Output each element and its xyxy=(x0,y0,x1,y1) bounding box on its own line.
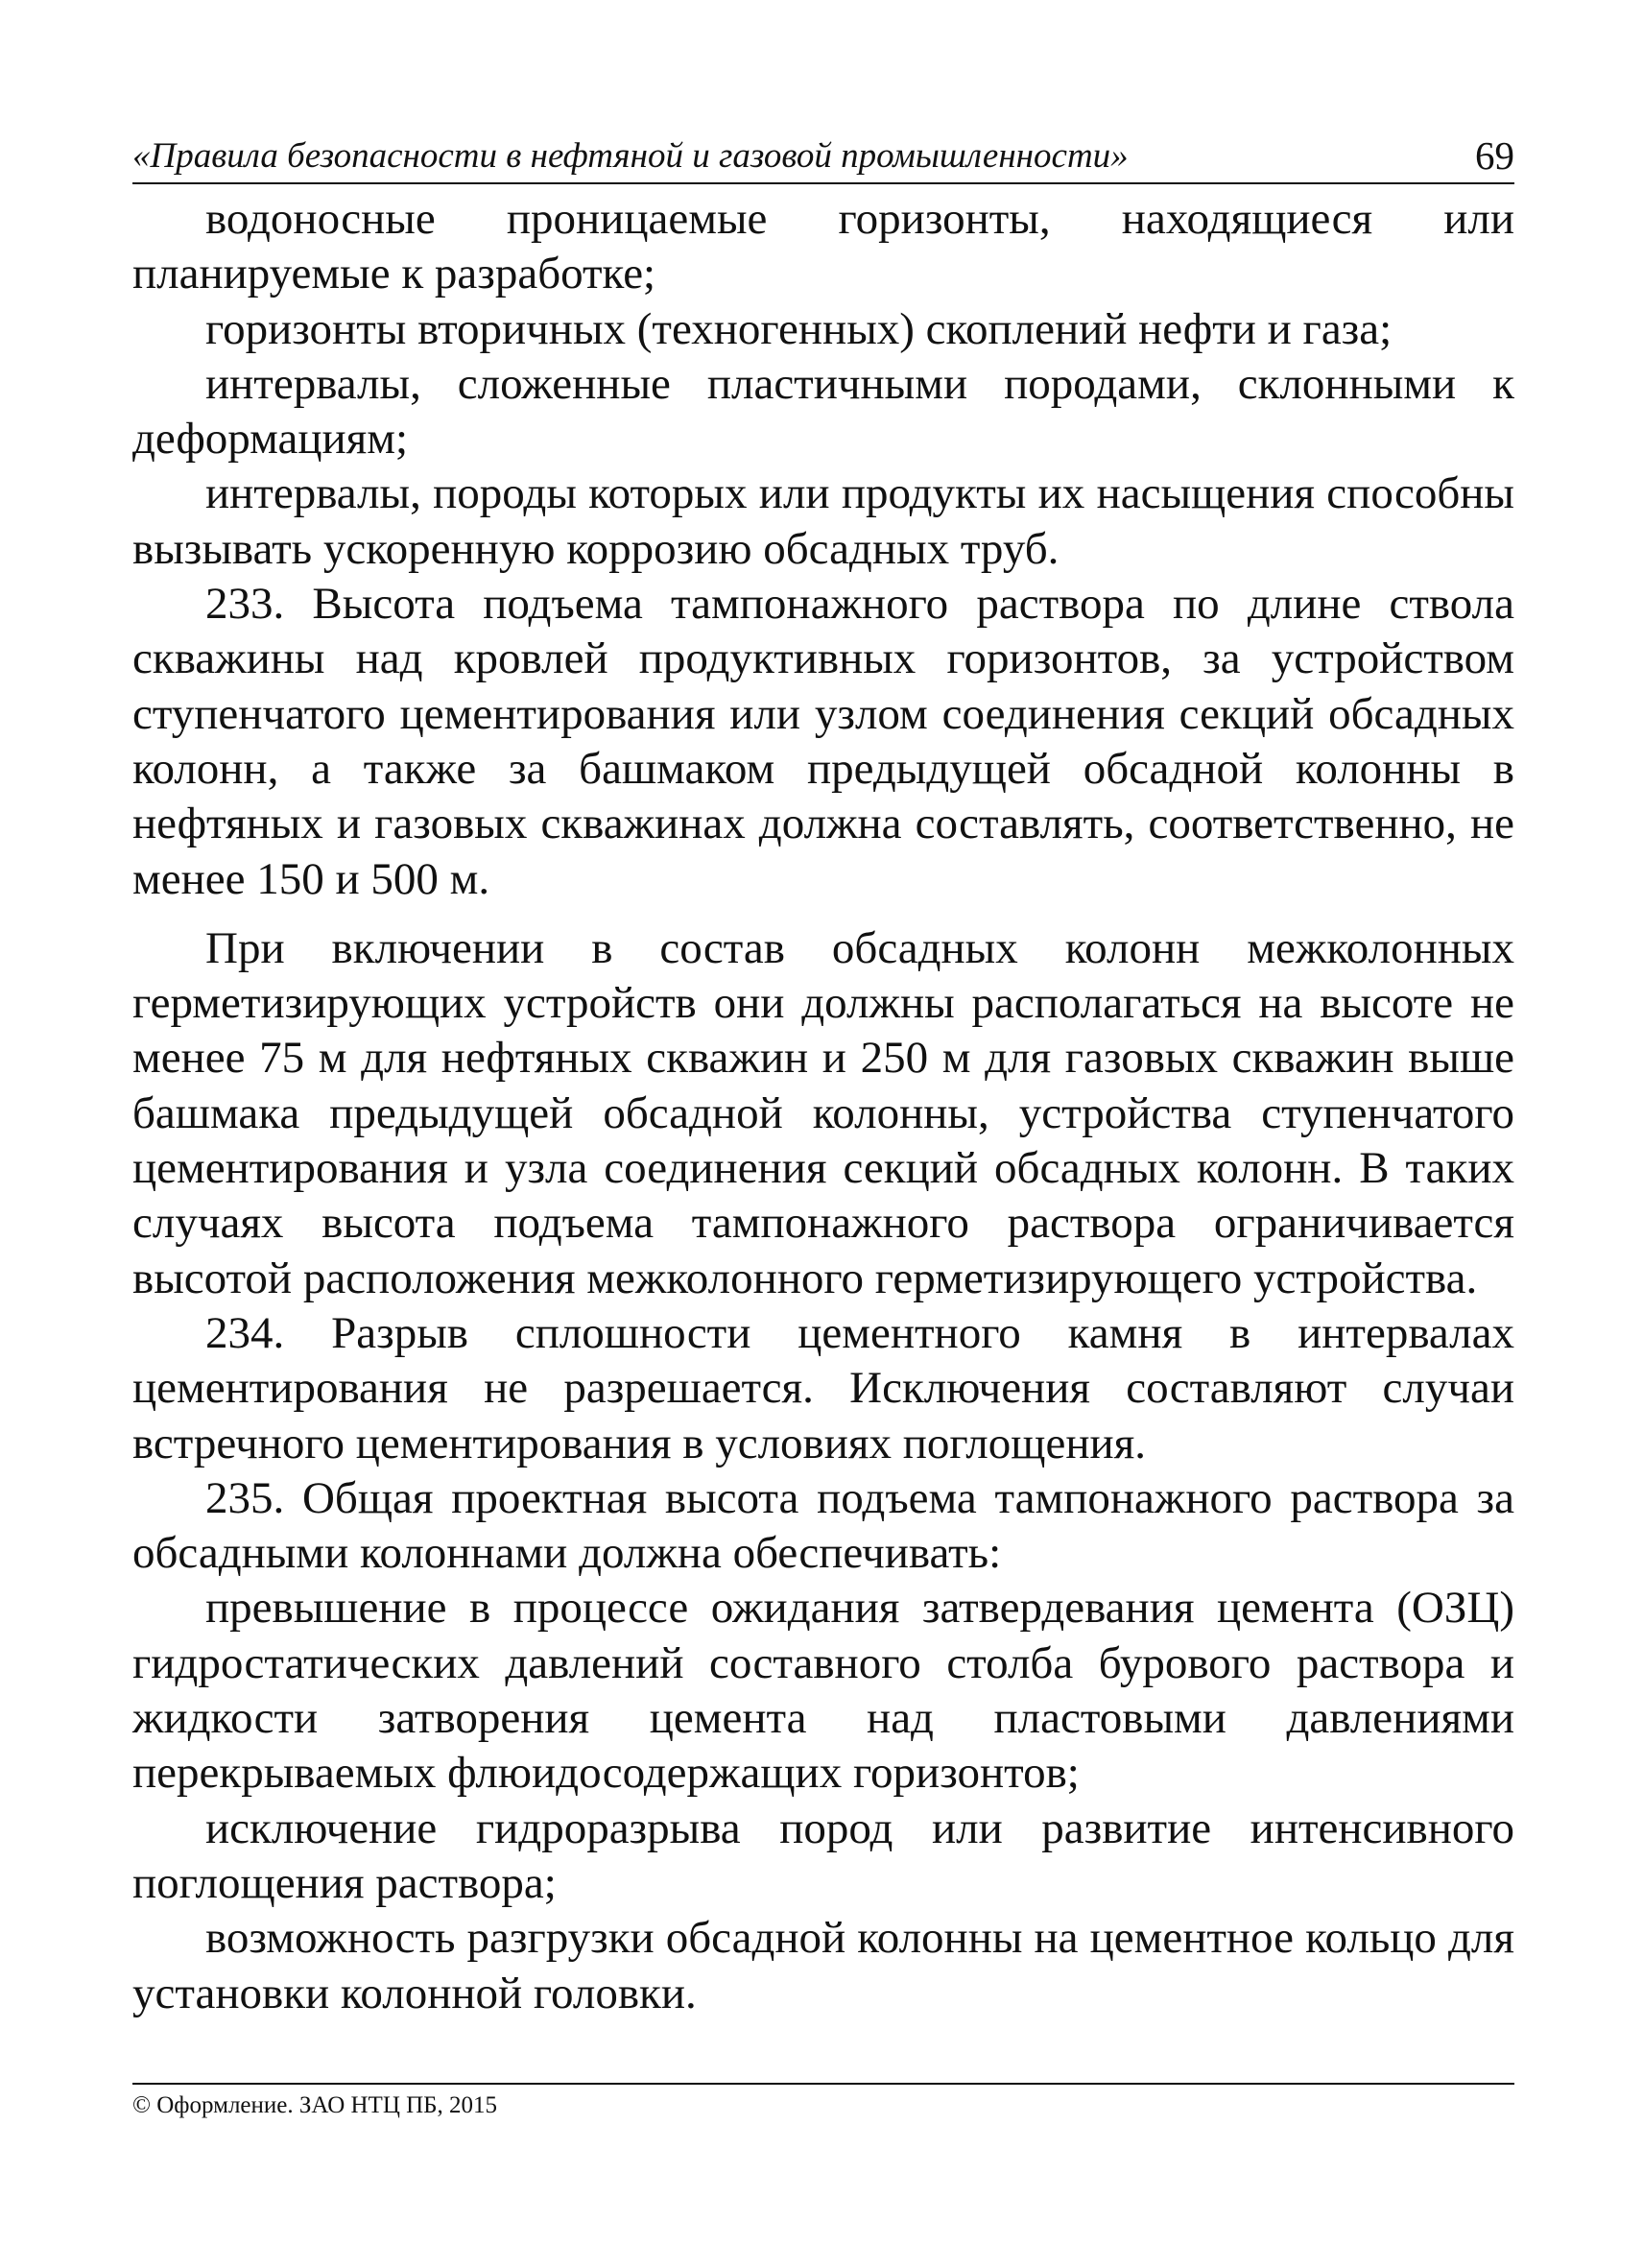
paragraph-item-234: 234. Разрыв сплошности цементного камня в интервалах цементирования не разрешается. Исключения составляют случаи встречного цементирования в условиях поглощения. xyxy=(132,1307,1514,1468)
running-header xyxy=(132,115,1514,184)
copyright-notice: © Оформление. ЗАО НТЦ ПБ, 2015 xyxy=(132,2092,498,2118)
paragraph-plastic-rocks: интервалы, сложенные пластичными породами, склонными к деформациям; xyxy=(132,358,1514,465)
page-footer xyxy=(132,2083,1514,2119)
paragraph-sealing-devices: При включении в состав обсадных колонн межколонных герметизирующих устройств они должны располагаться на высоте не менее 75 м для нефтяных скважин и 250 м для газовых скважин выше башмака предыдущей обсадной колонны, устройства ступенчатого цементирования и узла соединения секций обсадных колонн. В таких случаях высота подъема тампонажного раствора ограничивается высотой расположения межколонного герметизирующего устройства. xyxy=(132,922,1514,1303)
paragraph-casing-unloading: возможность разгрузки обсадной колонны на цементное кольцо для установки колонной головки. xyxy=(132,1913,1514,2018)
document-page xyxy=(132,115,1514,2169)
paragraph-item-233: 233. Высота подъема тампонажного раствора по длине ствола скважины над кровлей продуктивных горизонтов, за устройством ступенчатого цементирования или узлом соединения секций обсадных колонн, а также за башмаком предыдущей обсадной колонны в нефтяных и газовых скважинах должна составлять, соответственно, не менее 150 и 500 м. xyxy=(132,579,1514,904)
paragraph-secondary-accumulations: горизонты вторичных (техногенных) скоплений нефти и газа; xyxy=(205,303,1393,354)
body-text xyxy=(132,192,1514,2021)
paragraph-item-235: 235. Общая проектная высота подъема тампонажного раствора за обсадными колоннами должна обеспечивать: xyxy=(132,1472,1514,1579)
paragraph-no-fracturing: исключение гидроразрыва пород или развитие интенсивного поглощения раствора; xyxy=(132,1802,1514,1908)
paragraph-corrosive-intervals: интервалы, породы которых или продукты их насыщения способны вызывать ускоренную коррозию обсадных труб. xyxy=(132,468,1514,574)
paragraph-excess-pressure: превышение в процессе ожидания затвердевания цемента (ОЗЦ) гидростатических давлений составного столба бурового раствора и жидкости затворения цемента над пластовыми давлениями перекрываемых флюидосодержащих горизонтов; xyxy=(132,1583,1514,1799)
page-number: 69 xyxy=(1475,133,1514,178)
running-header-title: «Правила безопасности в нефтяной и газовой промышленности» xyxy=(132,136,1129,176)
paragraph-aquifer-horizons: водоносные проницаемые горизонты, находящиеся или планируемые к разработке; xyxy=(132,194,1514,299)
